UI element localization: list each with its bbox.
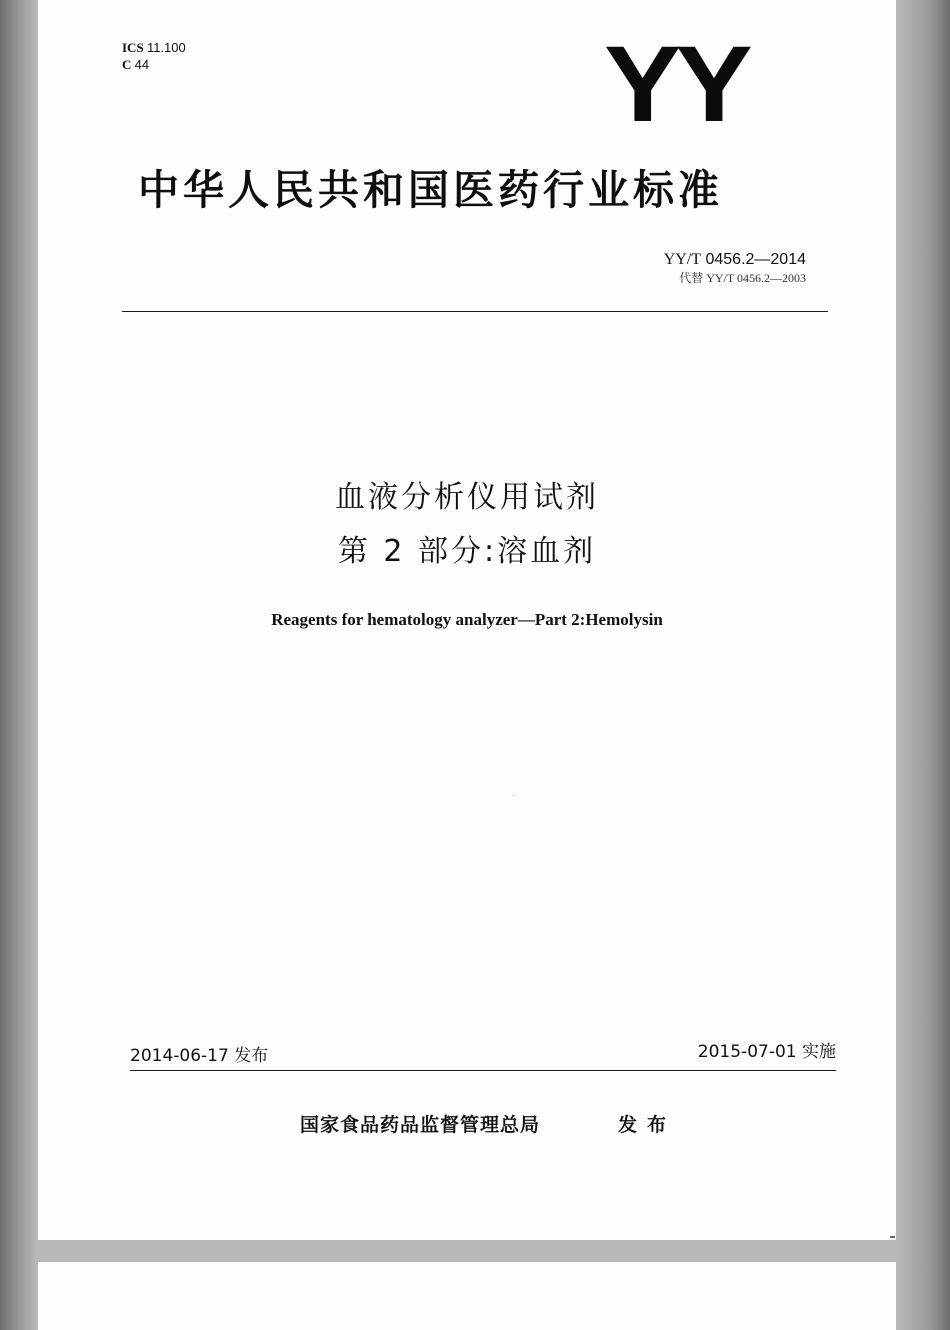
scan-speck-corner xyxy=(890,1236,895,1238)
document-title-en: Reagents for hematology analyzer—Part 2:Hemolysin xyxy=(271,610,663,629)
ics-code xyxy=(122,40,186,56)
ics-label: ICS xyxy=(122,40,144,55)
scan-speck xyxy=(513,795,515,796)
standard-number-value: 0456.2—2014 xyxy=(705,251,806,268)
next-page xyxy=(38,1262,896,1330)
document-subtitle-cn: 第 2 部分:溶血剂 xyxy=(337,534,597,569)
issuer-action: 发布 xyxy=(618,1114,677,1136)
c-value: 44 xyxy=(134,57,150,72)
document-title-cn: 血液分析仪用试剂 xyxy=(335,480,599,515)
standard-number-prefix: YY/T xyxy=(663,251,702,268)
standard-type-title: 中华人民共和国医药行业标准 xyxy=(138,166,723,214)
standard-number xyxy=(664,250,806,270)
footer-divider xyxy=(130,1070,836,1071)
classification-code xyxy=(122,57,149,73)
c-label: C xyxy=(122,57,132,72)
ics-value: 11.100 xyxy=(146,40,186,55)
issue-date: 2014-06-17 发布 xyxy=(130,1046,269,1066)
yy-logo: YY xyxy=(604,23,747,145)
replaces-standard: 代替 YY/T 0456.2—2003 xyxy=(679,271,806,285)
document-page xyxy=(38,0,896,1240)
issuing-authority: 国家食品药品监督管理总局 xyxy=(300,1114,541,1136)
header-divider xyxy=(122,311,828,312)
implementation-date: 2015-07-01 实施 xyxy=(697,1042,836,1062)
